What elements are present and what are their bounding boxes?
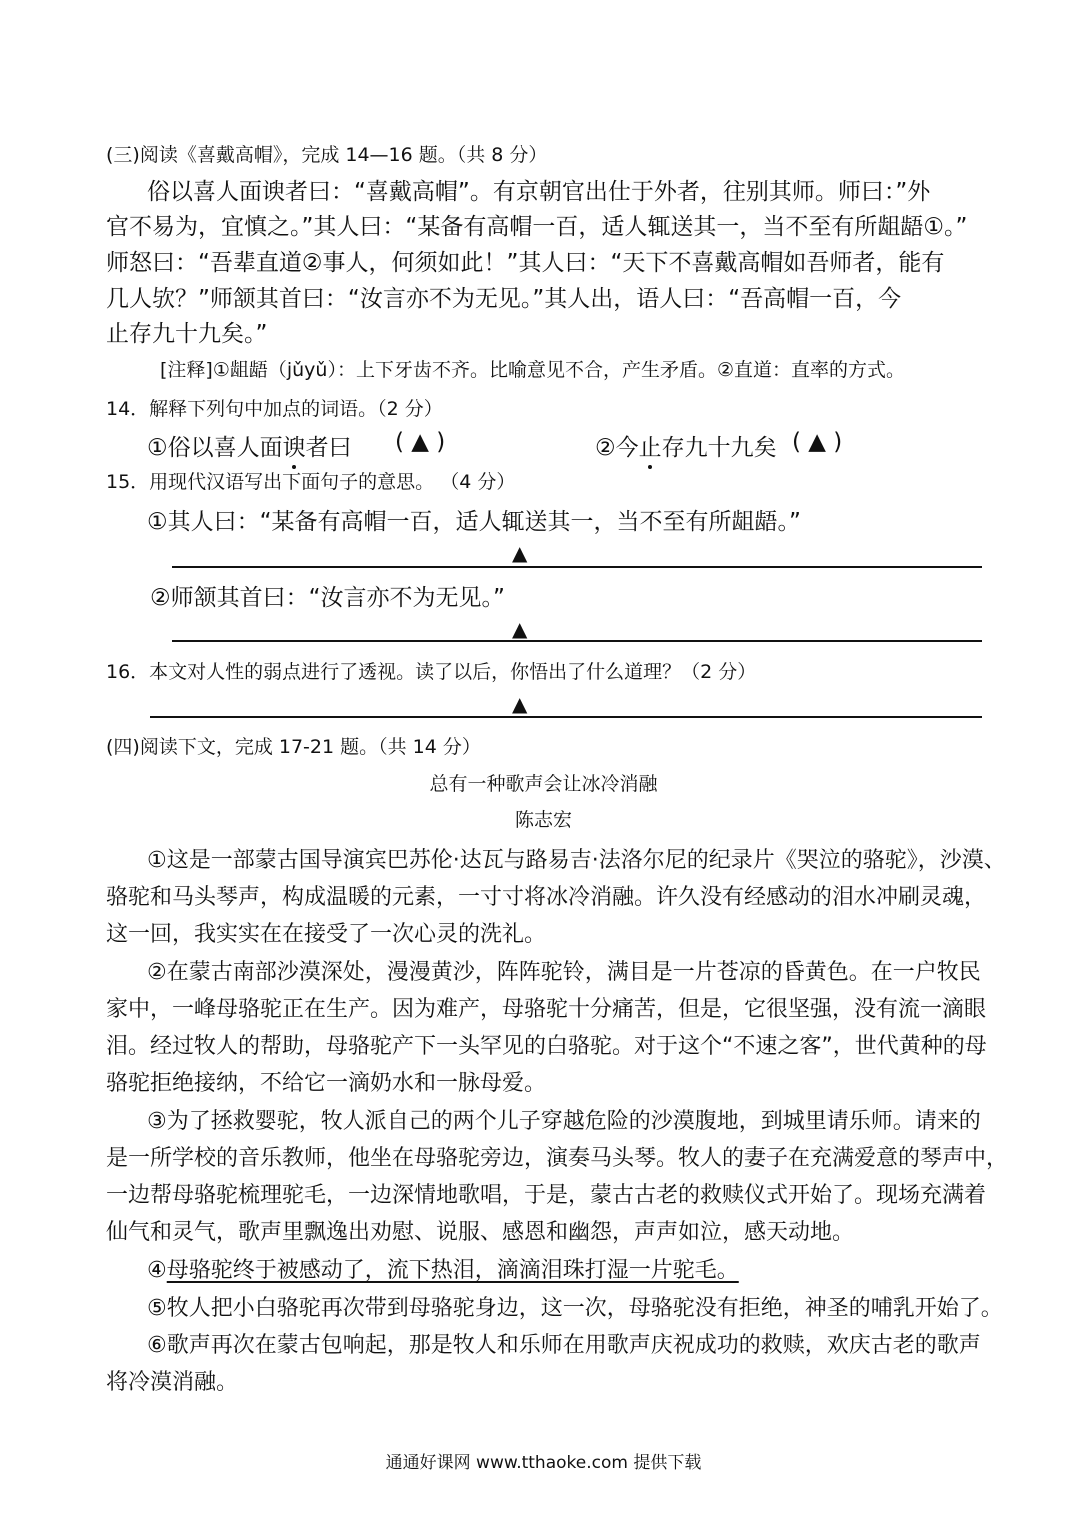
para2-line-4: 骆驼拒绝接纳，不给它一滴奶水和一脉母爱。 (106, 1071, 547, 1096)
para3-line-3: 一边帮母骆驼梳理驼毛，一边深情地歌唱，于是，蒙古古老的救赎仪式开始了。现场充满着 (106, 1183, 987, 1208)
q14-item1-pre: ①俗以喜人面 (147, 435, 283, 461)
para6-line-2: 将冷漠消融。 (106, 1370, 239, 1395)
para1-line-1: ①这是一部蒙古国导演宾巴苏伦·达瓦与路易吉·法洛尔尼的纪录片《哭泣的骆驼》，沙漠、 (147, 848, 1006, 873)
para5: ⑤牧人把小白骆驼再次带到母骆驼身边，这一次，母骆驼没有拒绝，神圣的哺乳开始了。 (147, 1296, 1003, 1321)
para1-line-2: 骆驼和马头琴声，构成温暖的元素，一寸寸将冰冷消融。许久没有经感动的泪水冲刷灵魂， (106, 885, 987, 910)
para6-line-1: ⑥歌声再次在蒙古包响起，那是牧人和乐师在用歌声庆祝成功的救赎，欢庆古老的歌声 (147, 1333, 981, 1358)
q15-item-1: ①其人曰：“某备有高帽一百，适人辄送其一，当不至有所龃龉。” (147, 509, 801, 535)
passage-line-2: 官不易为，宜慎之。”其人曰：“某备有高帽一百，适人辄送其一，当不至有所龃龉①。” (106, 214, 968, 240)
q15-stem: 15．用现代汉语写出下面句子的意思。 （4 分） (106, 471, 516, 493)
section4-heading: (四)阅读下文，完成 17-21 题。（共 14 分） (106, 736, 481, 758)
passage-line-4: 几人欤？”师颔其首曰：“汝言亦不为无见。”其人出，语人曰：“吾高帽一百，今 (106, 286, 902, 312)
para3-line-1: ③为了拯救婴驼，牧人派自己的两个儿子穿越危险的沙漠腹地，到城里请乐师。请来的 (147, 1109, 981, 1134)
answer-mark-icon: ▲ (512, 692, 528, 716)
article-title: 总有一种歌声会让冰冷消融 (429, 773, 658, 795)
q14-item1-dotted-word: 谀 (282, 435, 306, 461)
article-author: 陈志宏 (514, 809, 572, 831)
q14-item-1 (147, 429, 352, 462)
para2-line-1: ②在蒙古南部沙漠深处，漫漫黄沙，阵阵驼铃，满目是一片苍凉的昏黄色。在一户牧民 (147, 960, 981, 985)
q14-item2-post: 存九十九矣 (661, 435, 777, 461)
section3-heading: (三)阅读《喜戴高帽》，完成 14—16 题。（共 8 分） (106, 144, 548, 166)
answer-mark-icon: ▲ (512, 541, 528, 565)
passage-line-5: 止存九十九矣。” (106, 321, 268, 347)
q15-answer-line-1[interactable] (172, 566, 982, 568)
q14-item-2 (595, 429, 777, 462)
para4 (147, 1253, 739, 1284)
q14-item2-dotted-word: 止 (638, 435, 662, 461)
para4-underlined-sentence: 母骆驼终于被感动了，流下热泪，滴滴泪珠打湿一片驼毛。 (166, 1258, 739, 1283)
para3-line-2: 是一所学校的音乐教师，他坐在母骆驼旁边，演奏马头琴。牧人的妻子在充满爱意的琴声中， (106, 1146, 1009, 1171)
q14-item2-answer-blank[interactable]: ( ▲ ) (792, 429, 843, 455)
annotation-note: [注释]①龃龉（jǔyǔ）：上下牙齿不齐。比喻意见不合，产生矛盾。②直道：直率的方式。 (160, 359, 906, 381)
q14-stem: 14．解释下列句中加点的词语。（2 分） (106, 398, 443, 420)
para3-line-4: 仙气和灵气，歌声里飘逸出劝慰、说服、感恩和幽怨，声声如泣，感天动地。 (106, 1220, 855, 1245)
para4-number: ④ (147, 1258, 167, 1283)
para2-line-3: 泪。经过牧人的帮助，母骆驼产下一头罕见的白骆驼。对于这个“不速之客”，世代黄种的母 (106, 1034, 987, 1059)
q15-answer-line-2[interactable] (172, 640, 982, 642)
para1-line-3: 这一回，我实实在在接受了一次心灵的洗礼。 (106, 922, 547, 947)
q16-stem: 16．本文对人性的弱点进行了透视。读了以后，你悟出了什么道理？（2 分） (106, 661, 757, 683)
q14-item1-answer-blank[interactable]: ( ▲ ) (395, 429, 446, 455)
q15-item-2: ②师颔其首曰：“汝言亦不为无见。” (150, 585, 505, 611)
passage-line-3: 师怒曰：“吾辈直道②事人，何须如此！”其人曰：“天下不喜戴高帽如吾师者，能有 (106, 250, 945, 276)
answer-mark-icon: ▲ (512, 617, 528, 641)
passage-line-1: 俗以喜人面谀者曰：“喜戴高帽”。有京朝官出仕于外者，往别其师。师曰：”外 (147, 179, 931, 205)
page-footer: 通通好课网 www.tthaoke.com 提供下载 (385, 1453, 702, 1473)
para2-line-2: 家中，一峰母骆驼正在生产。因为难产，母骆驼十分痛苦，但是，它很坚强，没有流一滴眼 (106, 997, 987, 1022)
q14-item2-pre: ②今 (595, 435, 639, 461)
q16-answer-line[interactable] (150, 716, 982, 718)
q14-item1-post: 者曰 (305, 435, 352, 461)
